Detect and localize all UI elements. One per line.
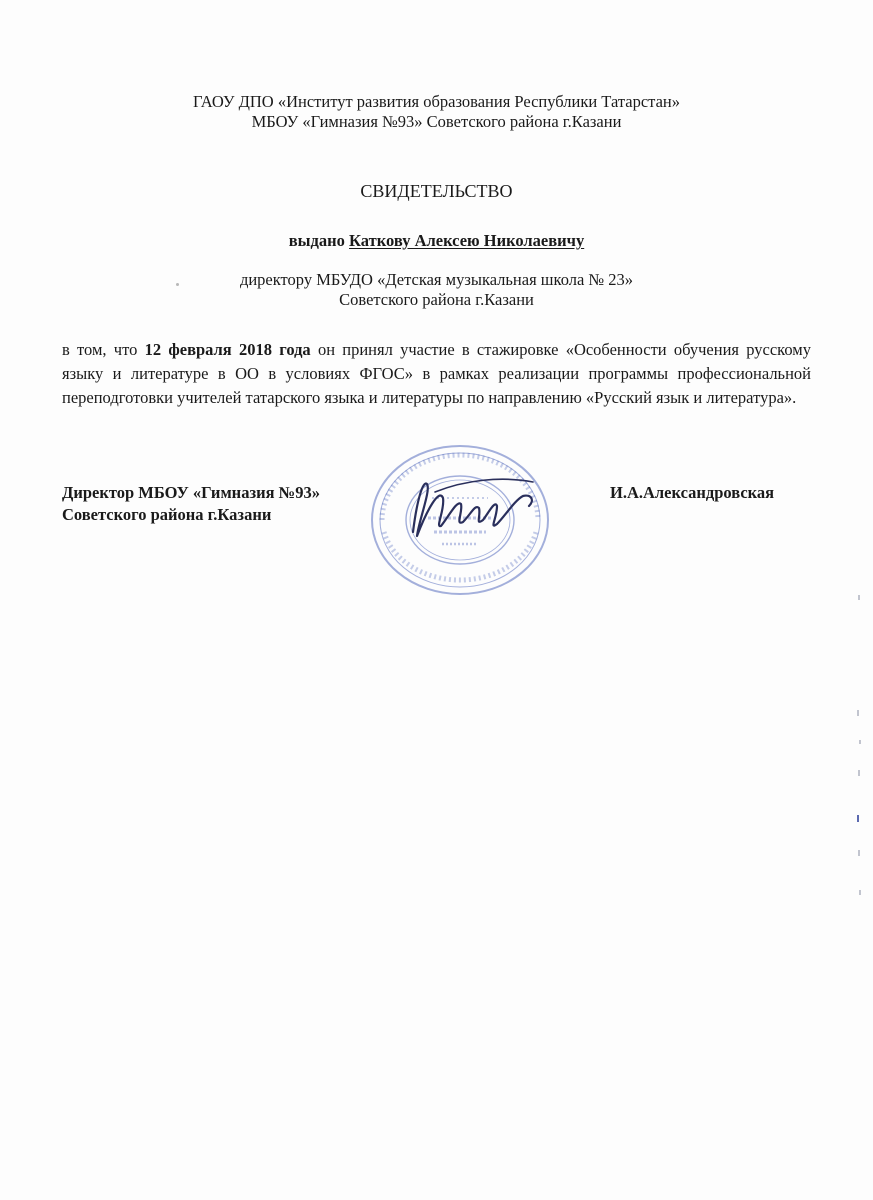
document-title: СВИДЕТЕЛЬСТВО [360,181,513,201]
recipient-name: Каткову Алексею Николаевичу [349,231,585,250]
body-part-1: в том, что [62,340,145,359]
issued-prefix: выдано [288,231,345,250]
signatory-name: И.А.Александровская [610,483,775,502]
signatory-title-line-2: Советского района г.Казани [62,505,272,524]
signatory-title-line-1: Директор МБОУ «Гимназия №93» [62,483,320,502]
handwritten-signature [405,470,545,550]
body-part-2: он принял участие в стажировке «Особенности обучения русскому языку и литературе в ОО в условиях ФГОС» в рамках реализации программы профессиональной переподготовки учителей татарского языка и литературы по направлению «Русский язык и литература». [62,340,811,407]
header-line-2: МБОУ «Гимназия №93» Советского района г.Казани [251,112,622,131]
signatory-title [62,482,320,526]
certificate-body [62,338,811,410]
position-line-1: директору МБУДО «Детская музыкальная школа № 23» [239,270,634,289]
body-date: 12 февраля 2018 года [144,340,311,359]
scan-edge-marks [852,590,866,910]
position-line-2: Советского района г.Казани [339,290,534,309]
header-line-1: ГАОУ ДПО «Институт развития образования Республики Татарстан» [193,92,680,111]
issued-to-line [0,231,873,251]
